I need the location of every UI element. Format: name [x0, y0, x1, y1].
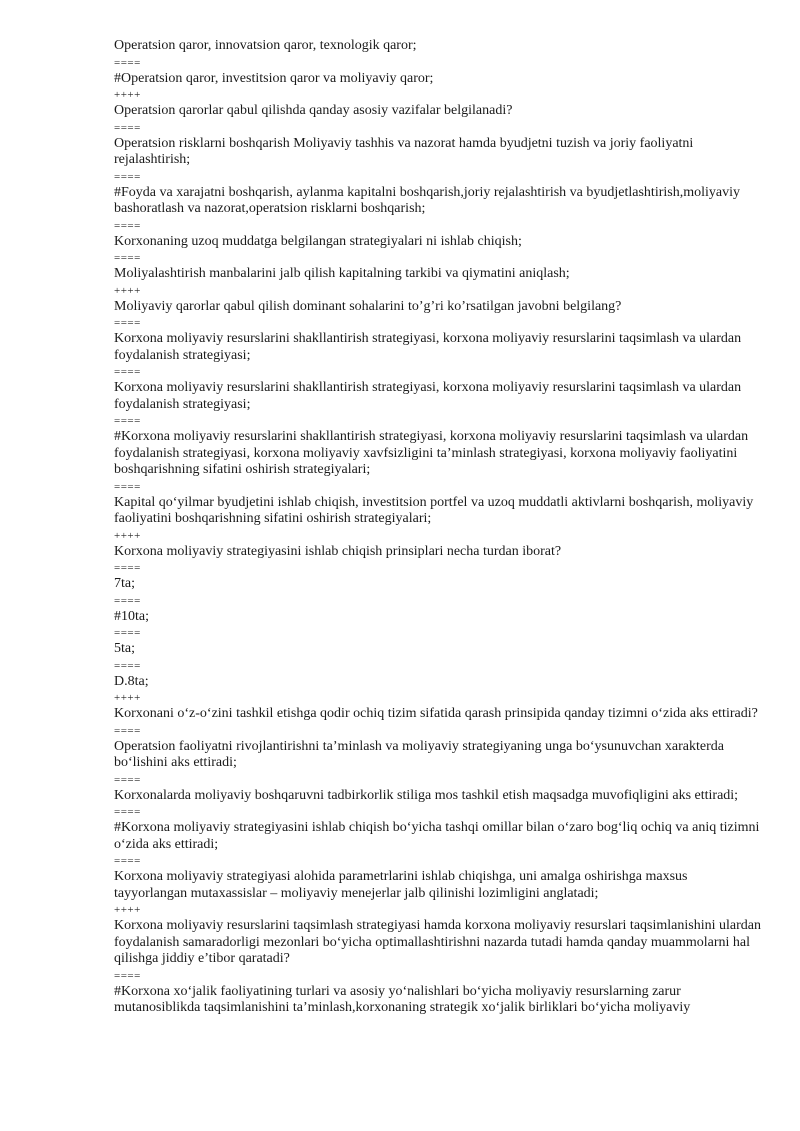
separator-line: ++++: [114, 692, 141, 704]
text-line: D.8ta;: [114, 673, 149, 689]
text-line: 5ta;: [114, 641, 135, 656]
separator-line: ====: [114, 219, 141, 232]
separator-line: ====: [114, 56, 141, 69]
separator-line: ====: [114, 969, 141, 982]
separator-line: ++++: [114, 529, 141, 542]
separator-line: ====: [114, 627, 141, 639]
text-line: Korxonalarda moliyaviy boshqaruvni tadbirkorlik stiliga mos tashkil etish maqsadga muvofiqligini aks ettiradi;: [114, 787, 739, 803]
separator-line: ++++: [114, 904, 141, 916]
text-line: Kapital qo‘yilmar byudjetini ishlab chiqish, investitsion portfel va uzoq muddatli aktivlarni boshqarish, moliyaviy faoliyatini boshqarishning sifatini oshirish strategiyalari;: [114, 494, 754, 526]
separator-line: ====: [114, 562, 141, 574]
separator-line: ====: [114, 594, 141, 607]
text-line: Operatsion qaror, innovatsion qaror, texnologik qaror;: [114, 38, 417, 53]
text-line: Korxona moliyaviy resurslarini shakllantirish strategiyasi, korxona moliyaviy resurslarini taqsimlash va ulardan foydalanish strategiyasi;: [114, 380, 742, 412]
text-line: #Operatsion qaror, investitsion qaror va moliyaviy qaror;: [114, 70, 434, 86]
separator-line: ====: [114, 806, 141, 818]
text-line: Moliyaviy qarorlar qabul qilish dominant sohalarini to’g’ri ko’rsatilgan javobni belgilang?: [114, 298, 622, 314]
separator-line: ====: [114, 724, 141, 737]
text-line: Korxonaning uzoq muddatga belgilangan strategiyalari ni ishlab chiqish;: [114, 233, 522, 249]
separator-line: ====: [114, 317, 141, 329]
text-line: Operatsion risklarni boshqarish Moliyaviy tashhis va nazorat hamda byudjetni tuzish va joriy faoliyatni rejalashtirish;: [114, 135, 694, 167]
separator-line: ====: [114, 415, 141, 427]
text-line: #Korxona moliyaviy resurslarini shakllantirish strategiyasi, korxona moliyaviy resurslarini taqsimlash va ulardan foydalanish strategiyasi, korxona moliyaviy xavfsizligini ta’minlash strategiyasi, korxona moliyaviy faoliyatini boshqarishning sifatini oshirish strategiyalari;: [114, 429, 749, 477]
text-line: Korxonani o‘z-o‘zini tashkil etishga qodir ochiq tizim sifatida qarash prinsipida qanday tizimni o‘zida aks ettiradi?: [114, 706, 758, 721]
separator-line: ====: [114, 659, 141, 672]
separator-line: ++++: [114, 284, 141, 297]
text-line: Moliyalashtirish manbalarini jalb qilish kapitalning tarkibi va qiymatini aniqlash;: [114, 266, 570, 281]
separator-line: ====: [114, 121, 141, 134]
text-line: #Foyda va xarajatni boshqarish, aylanma kapitalni boshqarish,joriy rejalashtirish va byudjetlashtirish,moliyaviy bashoratlash va nazorat,operatsion risklarni boshqarish;: [114, 184, 740, 216]
separator-line: ====: [114, 773, 141, 786]
text-line: #10ta;: [114, 608, 149, 624]
document-page: [114, 38, 764, 1017]
separator-line: ====: [114, 855, 141, 867]
text-line: Korxona moliyaviy resurslarini shakllantirish strategiyasi, korxona moliyaviy resurslarini taqsimlash va ulardan foydalanish strategiyasi;: [114, 331, 742, 363]
text-line: Operatsion faoliyatni rivojlantirishni ta’minlash va moliyaviy strategiyaning unga bo‘ysunuvchan xarakterda bo‘lishini aks ettiradi;: [114, 738, 725, 770]
text-line: Operatsion qarorlar qabul qilishda qanday asosiy vazifalar belgilanadi?: [114, 103, 513, 118]
separator-line: ====: [114, 366, 141, 378]
text-line: Korxona moliyaviy strategiyasi alohida parametrlarini ishlab chiqishga, uni amalga oshirishga maxsus tayyorlangan mutaxassislar – moliyaviy menejerlar jalb qilinishi lozimligini anglatadi;: [114, 869, 688, 901]
text-line: Korxona moliyaviy resurslarini taqsimlash strategiyasi hamda korxona moliyaviy resurslari taqsimlanishini ulardan foydalanish samaradorligi mezonlari bo‘yicha optimallashtirishni nazarda tutadi hamda qanday muammolarni hal qilishga jiddiy e’tibor qaratadi?: [114, 918, 761, 966]
text-line: 7ta;: [114, 576, 135, 591]
text-line: Korxona moliyaviy strategiyasini ishlab chiqish prinsiplari necha turdan iborat?: [114, 543, 562, 559]
separator-line: ====: [114, 480, 141, 493]
text-line: #Korxona moliyaviy strategiyasini ishlab chiqish bo‘yicha tashqi omillar bilan o‘zaro bog‘liq ochiq va aniq tizimni o‘zida aks ettiradi;: [114, 820, 760, 852]
text-line: #Korxona xo‘jalik faoliyatining turlari va asosiy yo‘nalishlari bo‘yicha moliyaviy resurslarning zarur mutanosiblikda taqsimlanishini ta’minlash,korxonaning strategik xo‘jalik birliklari bo‘yicha moliyaviy: [114, 983, 691, 1015]
separator-line: ====: [114, 170, 141, 183]
separator-line: ++++: [114, 89, 141, 101]
separator-line: ====: [114, 252, 141, 264]
